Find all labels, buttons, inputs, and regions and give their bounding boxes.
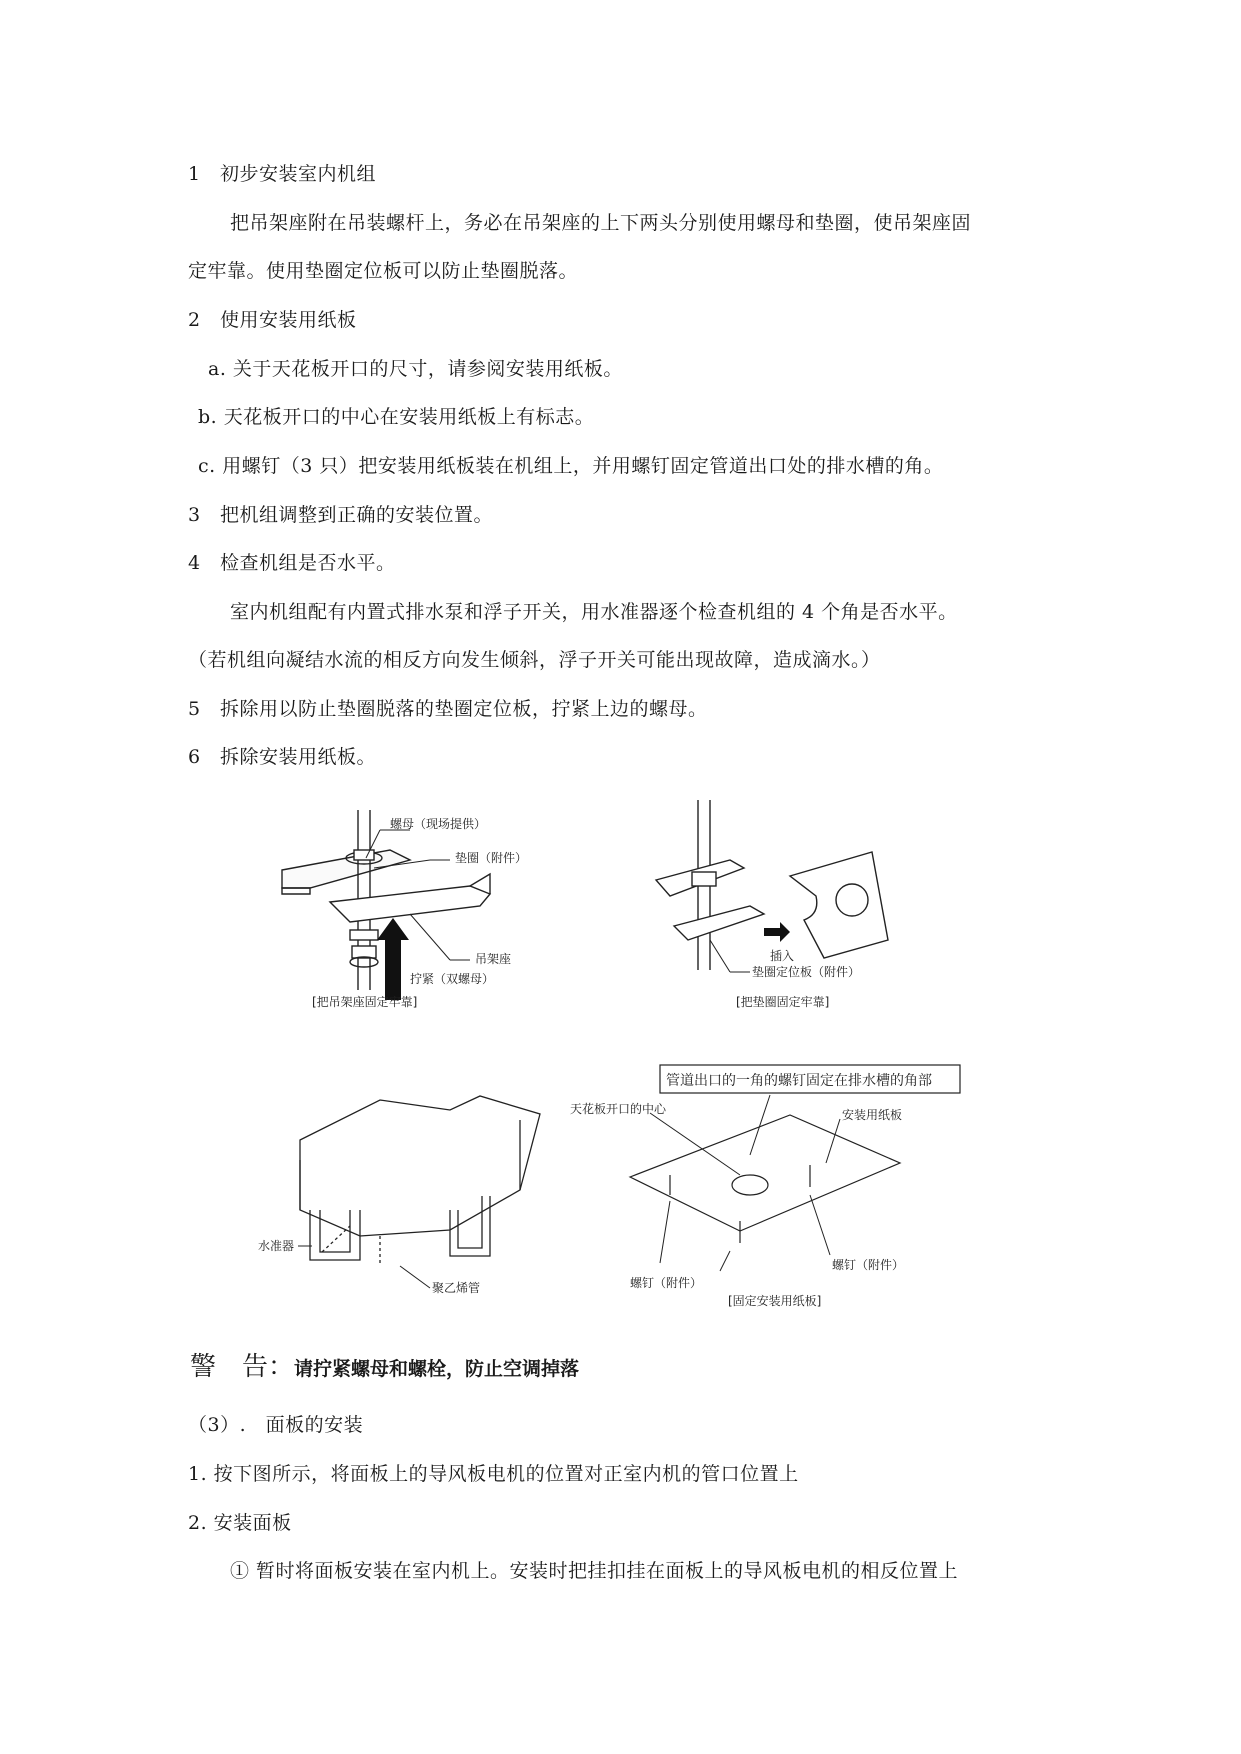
step-3-heading	[188, 502, 493, 528]
step-number: 1	[188, 163, 201, 185]
label-screw-left: 螺钉（附件）	[630, 1276, 703, 1290]
step-2-item-c: c. 用螺钉（3 只）把安装用纸板装在机组上，并用螺钉固定管道出口处的排水槽的角。	[198, 455, 944, 477]
step-5-heading	[188, 696, 708, 722]
step-6-heading	[188, 744, 376, 770]
label-tighten: 拧紧（双螺母）	[410, 972, 495, 986]
warning-text: 请拧紧螺母和螺栓，防止空调掉落	[294, 1358, 580, 1380]
label-screw-right: 螺钉（附件）	[832, 1258, 905, 1272]
label-note: 管道出口的一角的螺钉固定在排水槽的角部	[666, 1073, 932, 1089]
panel-step-1: 1. 按下图所示，将面板上的导风板电机的位置对正室内机的管口位置上	[188, 1463, 799, 1485]
figure-washer-plate	[640, 790, 920, 1020]
figure-hanger-bracket	[270, 790, 590, 1020]
step-title: 使用安装用纸板	[220, 309, 357, 331]
step-title: 拆除安装用纸板。	[220, 746, 377, 768]
label-center: 天花板开口的中心	[570, 1102, 667, 1116]
label-bracket: 吊架座	[475, 952, 512, 966]
label-nut: 螺母（现场提供）	[390, 817, 487, 831]
step-number: 4	[188, 552, 201, 574]
step-title: 初步安装室内机组	[220, 163, 377, 185]
step-4-body-1: 室内机组配有内置式排水泵和浮子开关，用水准器逐个检查机组的 4 个角是否水平。	[230, 601, 958, 623]
step-number: 6	[188, 746, 201, 768]
step-1-body-2: 定牢靠。使用垫圈定位板可以防止垫圈脱落。	[188, 260, 579, 282]
warning	[190, 1351, 579, 1385]
step-1-heading	[188, 161, 376, 187]
figure-level-check	[250, 1060, 570, 1300]
step-number: 5	[188, 698, 201, 720]
section-3-heading: （3）. 面板的安装	[188, 1414, 364, 1436]
label-board: 安装用纸板	[842, 1108, 903, 1122]
figure-caption: [把垫圈固定牢靠]	[736, 995, 830, 1009]
step-2-heading	[188, 307, 357, 333]
label-insert: 插入	[770, 949, 795, 963]
warning-prefix: 警 告：	[190, 1352, 295, 1382]
label-washer: 垫圈（附件）	[455, 851, 528, 865]
label-washer-plate: 垫圈定位板（附件）	[752, 965, 861, 979]
step-number: 3	[188, 504, 201, 526]
figure-install-board	[570, 1055, 970, 1315]
label-pipe: 聚乙烯管	[432, 1281, 481, 1295]
step-4-heading	[188, 550, 396, 576]
panel-step-2: 2. 安装面板	[188, 1512, 292, 1534]
step-title: 检查机组是否水平。	[220, 552, 396, 574]
step-title: 把机组调整到正确的安装位置。	[220, 504, 494, 526]
step-4-body-2: （若机组向凝结水流的相反方向发生倾斜，浮子开关可能出现故障，造成滴水。）	[188, 649, 881, 671]
step-number: 2	[188, 309, 201, 331]
step-2-item-b: b. 天花板开口的中心在安装用纸板上有标志。	[198, 406, 595, 428]
step-1-body-1: 把吊架座附在吊装螺杆上，务必在吊架座的上下两头分别使用螺母和垫圈，使吊架座固	[230, 212, 972, 234]
step-title: 拆除用以防止垫圈脱落的垫圈定位板，拧紧上边的螺母。	[220, 698, 708, 720]
step-2-item-a: a. 关于天花板开口的尺寸，请参阅安装用纸板。	[208, 358, 623, 380]
label-level: 水准器	[258, 1239, 295, 1253]
figure-caption: [固定安装用纸板]	[728, 1294, 822, 1308]
figure-caption: [把吊架座固定牢靠]	[312, 995, 418, 1009]
panel-step-2-1: ① 暂时将面板安装在室内机上。安装时把挂扣挂在面板上的导风板电机的相反位置上	[230, 1560, 959, 1582]
